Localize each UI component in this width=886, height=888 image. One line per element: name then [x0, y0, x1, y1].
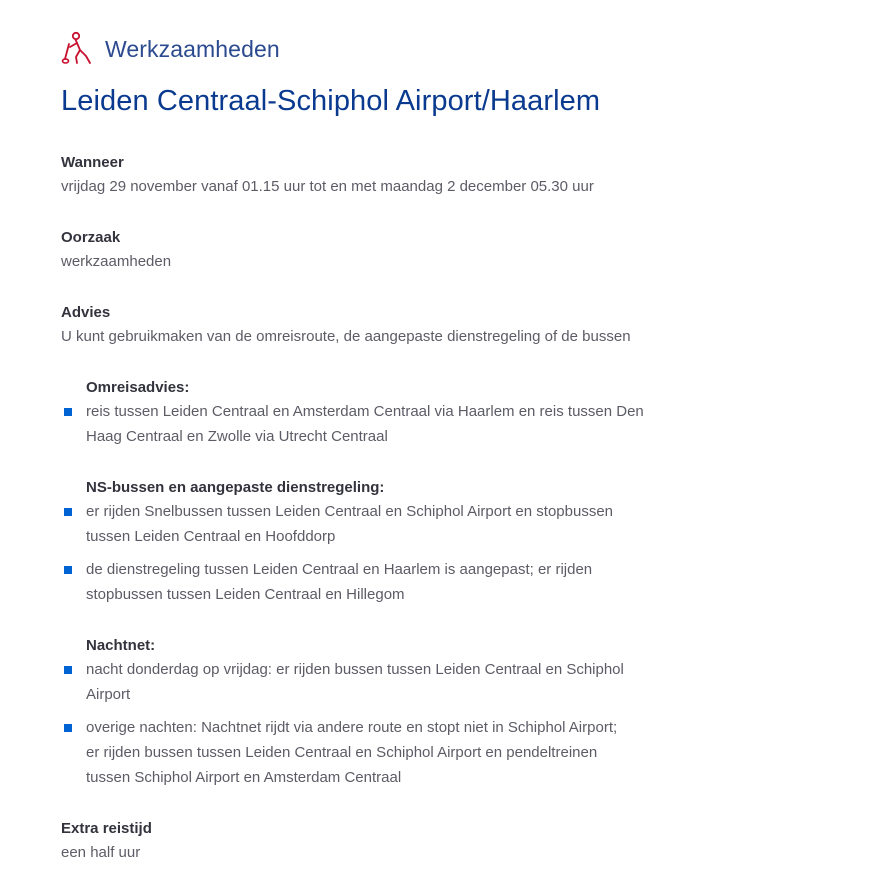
page-title: Leiden Centraal-Schiphol Airport/Haarlem — [61, 85, 601, 117]
wanneer-value: vrijdag 29 november vanaf 01.15 uur tot en met maandag 2 december 05.30 uur — [61, 178, 594, 195]
list-item-text: overige nachten: Nachtnet rijdt via andere route en stopt niet in Schiphol Airport; er rijden bussen tussen Leiden Centraal en Schiphol Airport en pendeltreinen tussen Schiphol Airport en Amsterdam Centraal — [86, 719, 618, 786]
list-item-text: reis tussen Leiden Centraal en Amsterdam Centraal via Haarlem en reis tussen Den Haag Centraal en Zwolle via Utrecht Centraal — [86, 403, 644, 445]
bullet-square-icon — [64, 666, 72, 674]
advies-label: Advies — [61, 304, 111, 321]
nsbussen-heading: NS-bussen en aangepaste dienstregeling: — [86, 479, 385, 496]
omreisadvies-heading: Omreisadvies: — [86, 379, 190, 396]
disruption-type-label: Werkzaamheden — [105, 35, 280, 62]
bullet-square-icon — [64, 508, 72, 516]
bullet-square-icon — [64, 724, 72, 732]
disruption-type-header — [61, 30, 280, 68]
bullet-square-icon — [64, 566, 72, 574]
nachtnet-heading: Nachtnet: — [86, 637, 156, 654]
list-item-text: de dienstregeling tussen Leiden Centraal en Haarlem is aangepast; er rijden stopbussen tussen Leiden Centraal en Hillegom — [86, 561, 593, 603]
wanneer-label: Wanneer — [61, 154, 124, 171]
advies-value: U kunt gebruikmaken van de omreisroute, de aangepaste dienstregeling of de bussen — [61, 328, 631, 345]
oorzaak-label: Oorzaak — [61, 229, 121, 246]
list-item-text: nacht donderdag op vrijdag: er rijden bussen tussen Leiden Centraal en Schiphol Airport — [86, 661, 624, 703]
extra-reistijd-label: Extra reistijd — [61, 820, 152, 837]
oorzaak-value: werkzaamheden — [61, 253, 172, 270]
bullet-square-icon — [64, 408, 72, 416]
extra-reistijd-value: een half uur — [61, 844, 141, 861]
list-item-text: er rijden Snelbussen tussen Leiden Centraal en Schiphol Airport en stopbussen tussen Leiden Centraal en Hoofddorp — [86, 503, 614, 545]
worker-icon — [61, 30, 95, 68]
